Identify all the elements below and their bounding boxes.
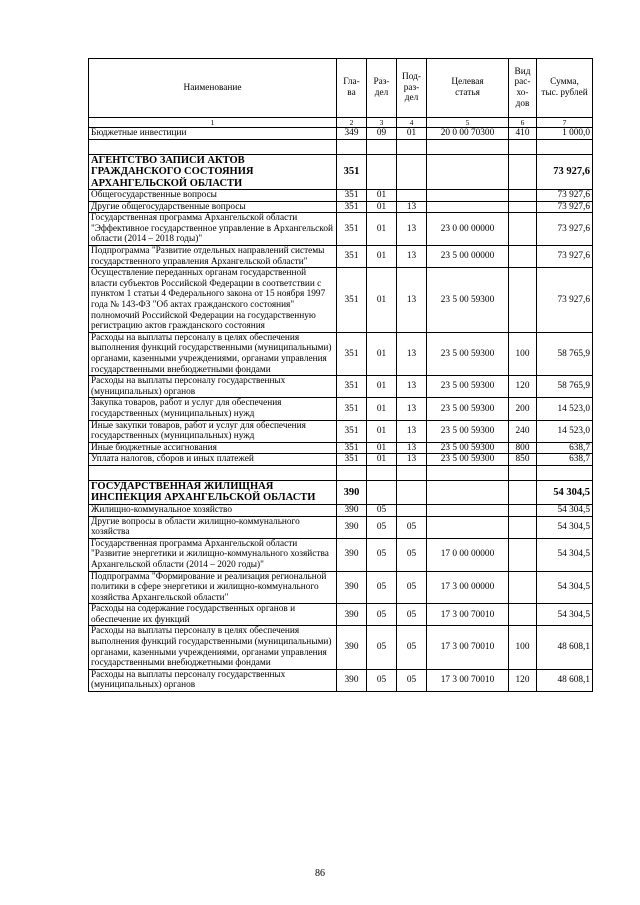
- cell-target: 17 0 00 00000: [427, 538, 509, 571]
- cell-chapter: 351: [337, 442, 367, 454]
- cell-chapter: 351: [337, 190, 367, 202]
- cell-target: [427, 154, 509, 190]
- column-number: 5: [427, 118, 509, 128]
- spacer-cell: [427, 139, 509, 154]
- cell-subsection: [397, 190, 427, 202]
- spacer-cell: [397, 139, 427, 154]
- cell-section: 05: [367, 604, 397, 626]
- table-row: [89, 420, 593, 442]
- cell-subsection: 05: [397, 538, 427, 571]
- agency-row: [89, 154, 593, 190]
- spacer-cell: [509, 465, 537, 480]
- spacer-cell: [337, 465, 367, 480]
- table-row: [89, 442, 593, 454]
- cell-section: 01: [367, 201, 397, 213]
- spacer-cell: [89, 465, 337, 480]
- cell-section: [367, 480, 397, 504]
- cell-section: 01: [367, 246, 397, 268]
- cell-sum: 54 304,5: [537, 538, 593, 571]
- cell-section: [367, 154, 397, 190]
- cell-target: 17 3 00 00000: [427, 571, 509, 604]
- table-row: [89, 538, 593, 571]
- cell-name: Закупка товаров, работ и услуг для обеспечения государственных (муниципальных) нужд: [89, 398, 337, 420]
- cell-chapter: 351: [337, 154, 367, 190]
- cell-subsection: 05: [397, 516, 427, 538]
- cell-expense-type: [509, 538, 537, 571]
- cell-expense-type: [509, 190, 537, 202]
- cell-subsection: 05: [397, 604, 427, 626]
- cell-section: 01: [367, 454, 397, 466]
- cell-sum: 73 927,6: [537, 213, 593, 246]
- spacer-cell: [537, 139, 593, 154]
- cell-target: [427, 201, 509, 213]
- cell-subsection: [397, 504, 427, 516]
- cell-sum: 14 523,0: [537, 420, 593, 442]
- cell-subsection: 13: [397, 376, 427, 398]
- cell-name: Другие общегосударственные вопросы: [89, 201, 337, 213]
- cell-target: 23 5 00 59300: [427, 442, 509, 454]
- cell-sum: 73 927,6: [537, 190, 593, 202]
- cell-sum: 73 927,6: [537, 268, 593, 333]
- cell-target: 17 3 00 70010: [427, 604, 509, 626]
- cell-subsection: [397, 480, 427, 504]
- column-number: 1: [89, 118, 337, 128]
- cell-sum: 48 608,1: [537, 669, 593, 691]
- table-body: [89, 128, 593, 692]
- header-sum: Сумма, тыс. рублей: [537, 59, 593, 118]
- cell-target: 23 0 00 00000: [427, 213, 509, 246]
- cell-chapter: 390: [337, 571, 367, 604]
- table-row: [89, 626, 593, 669]
- cell-section: 01: [367, 332, 397, 375]
- cell-name: Расходы на выплаты персоналу в целях обеспечения выполнения функций государственными (муниципальными) органами, казенными учреждениями, органами управления государственными внебюджетными фондами: [89, 626, 337, 669]
- table-row: [89, 268, 593, 333]
- cell-expense-type: [509, 571, 537, 604]
- cell-expense-type: 850: [509, 454, 537, 466]
- page-number: 86: [315, 868, 325, 879]
- cell-section: 01: [367, 190, 397, 202]
- cell-section: 05: [367, 669, 397, 691]
- cell-name: Подпрограмма "Формирование и реализация региональной политики в сфере энергетики и жилищно-коммунального хозяйства Архангельской области": [89, 571, 337, 604]
- table-row: [89, 213, 593, 246]
- cell-sum: 54 304,5: [537, 480, 593, 504]
- cell-chapter: 351: [337, 201, 367, 213]
- cell-subsection: 13: [397, 201, 427, 213]
- cell-subsection: 13: [397, 398, 427, 420]
- cell-section: 05: [367, 626, 397, 669]
- cell-subsection: 01: [397, 128, 427, 140]
- table-row: [89, 398, 593, 420]
- cell-subsection: 13: [397, 420, 427, 442]
- cell-subsection: [397, 154, 427, 190]
- column-number-row: [89, 118, 593, 128]
- cell-section: 01: [367, 420, 397, 442]
- column-number: 3: [367, 118, 397, 128]
- cell-target: 23 5 00 59300: [427, 268, 509, 333]
- header-expense-type: Вид рас- хо- дов: [509, 59, 537, 118]
- cell-section: 05: [367, 504, 397, 516]
- spacer-cell: [337, 139, 367, 154]
- cell-target: [427, 190, 509, 202]
- cell-chapter: 390: [337, 626, 367, 669]
- cell-sum: 54 304,5: [537, 504, 593, 516]
- agency-row: [89, 480, 593, 504]
- cell-sum: 1 000,0: [537, 128, 593, 140]
- cell-chapter: 390: [337, 604, 367, 626]
- cell-expense-type: 120: [509, 376, 537, 398]
- cell-expense-type: 100: [509, 626, 537, 669]
- cell-target: 20 0 00 70300: [427, 128, 509, 140]
- cell-expense-type: 100: [509, 332, 537, 375]
- spacer-cell: [427, 465, 509, 480]
- cell-subsection: 13: [397, 213, 427, 246]
- cell-chapter: 351: [337, 332, 367, 375]
- column-number: 7: [537, 118, 593, 128]
- spacer-cell: [367, 139, 397, 154]
- cell-sum: 48 608,1: [537, 626, 593, 669]
- cell-sum: 58 765,9: [537, 332, 593, 375]
- cell-subsection: 05: [397, 669, 427, 691]
- cell-sum: 73 927,6: [537, 201, 593, 213]
- cell-subsection: 05: [397, 626, 427, 669]
- cell-target: 23 5 00 59300: [427, 420, 509, 442]
- table-row: [89, 246, 593, 268]
- cell-target: 17 3 00 70010: [427, 669, 509, 691]
- table-row: [89, 571, 593, 604]
- cell-chapter: 390: [337, 516, 367, 538]
- cell-chapter: 351: [337, 398, 367, 420]
- cell-sum: 54 304,5: [537, 516, 593, 538]
- cell-section: 05: [367, 538, 397, 571]
- cell-name: Расходы на выплаты персоналу государственных (муниципальных) органов: [89, 669, 337, 691]
- spacer-cell: [89, 139, 337, 154]
- cell-section: 01: [367, 213, 397, 246]
- cell-target: 23 5 00 59300: [427, 398, 509, 420]
- header-target: Целевая статья: [427, 59, 509, 118]
- cell-chapter: 351: [337, 376, 367, 398]
- cell-subsection: 05: [397, 571, 427, 604]
- cell-expense-type: 200: [509, 398, 537, 420]
- table-row: [89, 190, 593, 202]
- cell-section: 01: [367, 398, 397, 420]
- cell-expense-type: [509, 246, 537, 268]
- cell-name: Государственная программа Архангельской области "Развитие энергетики и жилищно-коммунального хозяйства Архангельской области (2014 – 2020 годы)": [89, 538, 337, 571]
- cell-chapter: 351: [337, 420, 367, 442]
- cell-name: Жилищно-коммунальное хозяйство: [89, 504, 337, 516]
- cell-expense-type: [509, 516, 537, 538]
- cell-expense-type: 800: [509, 442, 537, 454]
- cell-sum: 73 927,6: [537, 154, 593, 190]
- cell-chapter: 351: [337, 268, 367, 333]
- cell-target: 23 5 00 59300: [427, 376, 509, 398]
- cell-name: Бюджетные инвестиции: [89, 128, 337, 140]
- cell-target: 17 3 00 70010: [427, 626, 509, 669]
- cell-name: ГОСУДАРСТВЕННАЯ ЖИЛИЩНАЯ ИНСПЕКЦИЯ АРХАНГЕЛЬСКОЙ ОБЛАСТИ: [89, 480, 337, 504]
- header-name: Наименование: [89, 59, 337, 118]
- cell-chapter: 351: [337, 246, 367, 268]
- cell-subsection: 13: [397, 268, 427, 333]
- cell-subsection: 13: [397, 246, 427, 268]
- spacer-cell: [537, 465, 593, 480]
- cell-target: [427, 516, 509, 538]
- cell-expense-type: 410: [509, 128, 537, 140]
- cell-expense-type: [509, 504, 537, 516]
- cell-chapter: 390: [337, 538, 367, 571]
- cell-name: Подпрограмма "Развитие отдельных направлений системы государственного управления Архангельской области": [89, 246, 337, 268]
- cell-section: 09: [367, 128, 397, 140]
- cell-name: АГЕНТСТВО ЗАПИСИ АКТОВ ГРАЖДАНСКОГО СОСТОЯНИЯ АРХАНГЕЛЬСКОЙ ОБЛАСТИ: [89, 154, 337, 190]
- cell-sum: 54 304,5: [537, 571, 593, 604]
- spacer-row: [89, 465, 593, 480]
- cell-chapter: 390: [337, 480, 367, 504]
- column-number: 2: [337, 118, 367, 128]
- cell-target: [427, 504, 509, 516]
- table-row: [89, 454, 593, 466]
- cell-section: 01: [367, 442, 397, 454]
- spacer-row: [89, 139, 593, 154]
- header-section: Раз- дел: [367, 59, 397, 118]
- cell-target: 23 5 00 00000: [427, 246, 509, 268]
- header-chapter: Гла- ва: [337, 59, 367, 118]
- cell-expense-type: [509, 604, 537, 626]
- cell-expense-type: 240: [509, 420, 537, 442]
- column-number: 6: [509, 118, 537, 128]
- column-number: 4: [397, 118, 427, 128]
- cell-section: 01: [367, 268, 397, 333]
- table-row: [89, 332, 593, 375]
- cell-section: 01: [367, 376, 397, 398]
- cell-chapter: 390: [337, 504, 367, 516]
- cell-subsection: 13: [397, 454, 427, 466]
- cell-chapter: 351: [337, 213, 367, 246]
- cell-name: Государственная программа Архангельской области "Эффективное государственное управление в Архангельской области (2014 – 2018 годы)": [89, 213, 337, 246]
- table-row: [89, 516, 593, 538]
- table-row: [89, 201, 593, 213]
- cell-section: 05: [367, 571, 397, 604]
- cell-name: Иные бюджетные ассигнования: [89, 442, 337, 454]
- cell-name: Уплата налогов, сборов и иных платежей: [89, 454, 337, 466]
- spacer-cell: [397, 465, 427, 480]
- cell-subsection: 13: [397, 442, 427, 454]
- header-subsection: Под- раз- дел: [397, 59, 427, 118]
- cell-name: Другие вопросы в области жилищно-коммунального хозяйства: [89, 516, 337, 538]
- table-row: [89, 669, 593, 691]
- cell-name: Осуществление переданных органам государственной власти субъектов Российской Федерации в соответствии с пунктом 1 статьи 4 Федерального закона от 15 ноября 1997 года № 143-ФЗ "Об актах гражданского состояния" полномочий Российской Федерации на государственную регистрацию актов гражданского состояния: [89, 268, 337, 333]
- cell-sum: 54 304,5: [537, 604, 593, 626]
- cell-sum: 638,7: [537, 442, 593, 454]
- cell-sum: 58 765,9: [537, 376, 593, 398]
- cell-section: 05: [367, 516, 397, 538]
- cell-name: Расходы на содержание государственных органов и обеспечение их функций: [89, 604, 337, 626]
- cell-chapter: 351: [337, 454, 367, 466]
- cell-subsection: 13: [397, 332, 427, 375]
- cell-expense-type: [509, 480, 537, 504]
- cell-chapter: 390: [337, 669, 367, 691]
- cell-name: Иные закупки товаров, работ и услуг для обеспечения государственных (муниципальных) нужд: [89, 420, 337, 442]
- spacer-cell: [367, 465, 397, 480]
- table-row: [89, 604, 593, 626]
- table-row: [89, 504, 593, 516]
- cell-sum: 14 523,0: [537, 398, 593, 420]
- cell-expense-type: [509, 201, 537, 213]
- cell-sum: 638,7: [537, 454, 593, 466]
- cell-expense-type: [509, 154, 537, 190]
- header-row: [89, 59, 593, 118]
- budget-table: [88, 58, 593, 692]
- spacer-cell: [509, 139, 537, 154]
- cell-target: 23 5 00 59300: [427, 454, 509, 466]
- cell-chapter: 349: [337, 128, 367, 140]
- table-row: [89, 128, 593, 140]
- cell-target: [427, 480, 509, 504]
- cell-name: Расходы на выплаты персоналу в целях обеспечения выполнения функций государственными (муниципальными) органами, казенными учреждениями, органами управления государственными внебюджетными фондами: [89, 332, 337, 375]
- table-row: [89, 376, 593, 398]
- cell-name: Расходы на выплаты персоналу государственных (муниципальных) органов: [89, 376, 337, 398]
- cell-target: 23 5 00 59300: [427, 332, 509, 375]
- cell-expense-type: [509, 213, 537, 246]
- cell-name: Общегосударственные вопросы: [89, 190, 337, 202]
- cell-sum: 73 927,6: [537, 246, 593, 268]
- cell-expense-type: 120: [509, 669, 537, 691]
- cell-expense-type: [509, 268, 537, 333]
